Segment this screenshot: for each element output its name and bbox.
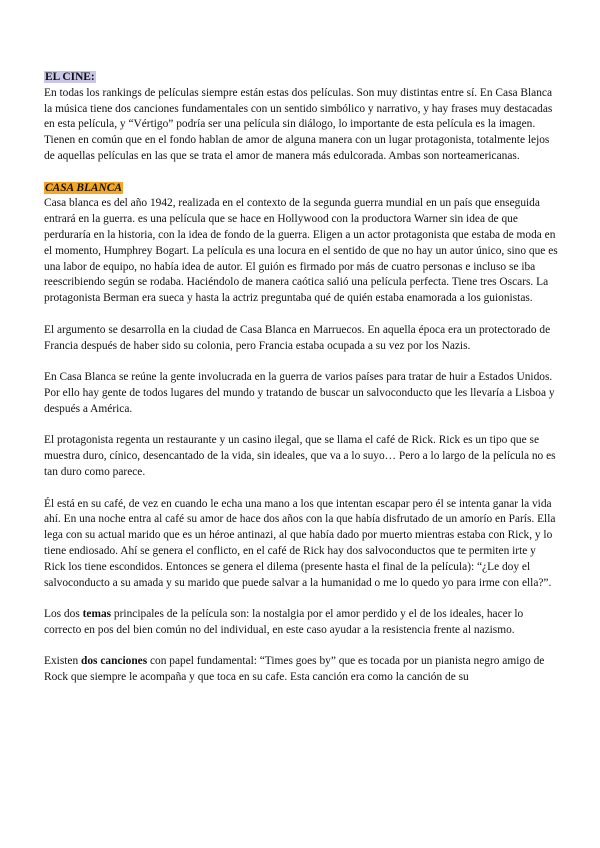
paragraph-spacer — [44, 354, 560, 370]
paragraph-spacer — [44, 591, 560, 607]
paragraph-temas — [44, 607, 560, 639]
bold-term-dos-canciones: dos canciones — [81, 655, 148, 668]
section-heading-cine — [44, 70, 560, 86]
paragraph-spacer — [44, 165, 560, 181]
bold-term-temas: temas — [82, 608, 112, 621]
text-run: con papel fundamental: “Times goes by” que es tocada por un pianista negro amigo de Rock que siempre le acompaña y que toca en su cafe. Esta canción era como la canción de su — [44, 655, 545, 684]
heading-text: CASA BLANCA — [45, 181, 122, 194]
paragraph: Tienen en común que en el fondo hablan de amor de alguna manera con un lugar protagonista, totalmente lejos de aquellas películas en las que se trata el amor de manera más edulcorada. Ambas son norteamericanas. — [44, 134, 550, 162]
paragraph: En Casa Blanca se reúne la gente involucrada en la guerra de varios países para tratar de huir a Estados Unidos. Por ello hay gente de todos lugares del mundo y tratando de buscar un salvoconducto que les llevaría a Lisboa y después a América. — [44, 371, 555, 415]
paragraph-spacer — [44, 639, 560, 655]
paragraph: El argumento se desarrolla en la ciudad de Casa Blanca en Marruecos. En aquella época era un protectorado de Francia después de haber sido su colonia, pero Francia estaba ocupada a su vez por los Nazis. — [44, 323, 551, 352]
paragraph: En todas los rankings de películas siempre están estas dos películas. Son muy distintas entre sí. En Casa Blanca la música tiene dos canciones fundamentales con un sentido simbólico y narrativo, y hay frases muy destacadas en esta película, y “Vértigo” podría ser una película sin diálogo, lo importante de esta película es la imagen. — [44, 86, 553, 131]
section-heading-casa-blanca — [44, 181, 560, 197]
paragraph: Él está en su café, de vez en cuando le echa una mano a los que intentan escapar pero él se intenta ganar la vida ahí. En una noche entra al café su amor de hace dos años con la que había disfrutado de un amorío en París. Ella lega con su actual marido que es un héroe antinazi, al que había dado por muerto mientras estaba con Rick, y lo tiene endiosado. Ahí se genera el conflicto, en el café de Rick hay dos salvoconductos que te permiten irte y Rick los tiene escondidos. Entonces se genera el dilema (presente hasta el final de la película): “¿Le doy el salvoconducto a su amada y su marido que puede salvar a la humanidad o me lo quedo yo para irme con ella?”. — [44, 497, 556, 589]
paragraph-spacer — [44, 307, 560, 323]
text-run: principales de la película son: la nostalgia por el amor perdido y el de los ideales, hacer lo correcto en pos del bien común no del individual, en este caso ayudar a la resistencia frente al nazismo. — [44, 608, 524, 636]
paragraph-canciones — [44, 654, 560, 686]
text-run: Los dos — [44, 608, 83, 621]
paragraph: Casa blanca es del año 1942, realizada en el contexto de la segunda guerra mundial en un país que enseguida entrará en la guerra. es una película que se hace en Hollywood con la productora Warner sin idea de que perduraría en la historia, con la idea de fondo de la guerra. Eligen a un actor protagonista que estaba de moda en el momento, Humphrey Bogart. La película es una locura en el sentido de que no hay un autor único, sino que es una labor de equipo, no había idea de autor. El guión es firmado por más de cuatro personas e incluso se iba reescribiendo según se rodaba. Haciéndolo de manera caótica salió una película perfecta. Tiene tres Oscars. La protagonista Berman era sueca y hasta la actriz preguntaba qué de quién estaba enamorada a los guionistas. — [44, 197, 558, 305]
paragraph: El protagonista regenta un restaurante y un casino ilegal, que se llama el café de Rick. Rick es un tipo que se muestra duro, cínico, desencantado de la vida, sin ideales, que va a lo suyo… Pero a lo largo de la película no es tan duro como parece. — [44, 434, 556, 478]
heading-text: EL CINE: — [45, 71, 95, 83]
text-run: Existen — [44, 655, 82, 668]
paragraph-spacer — [44, 481, 560, 497]
document-page — [44, 70, 560, 686]
paragraph-spacer — [44, 418, 560, 434]
